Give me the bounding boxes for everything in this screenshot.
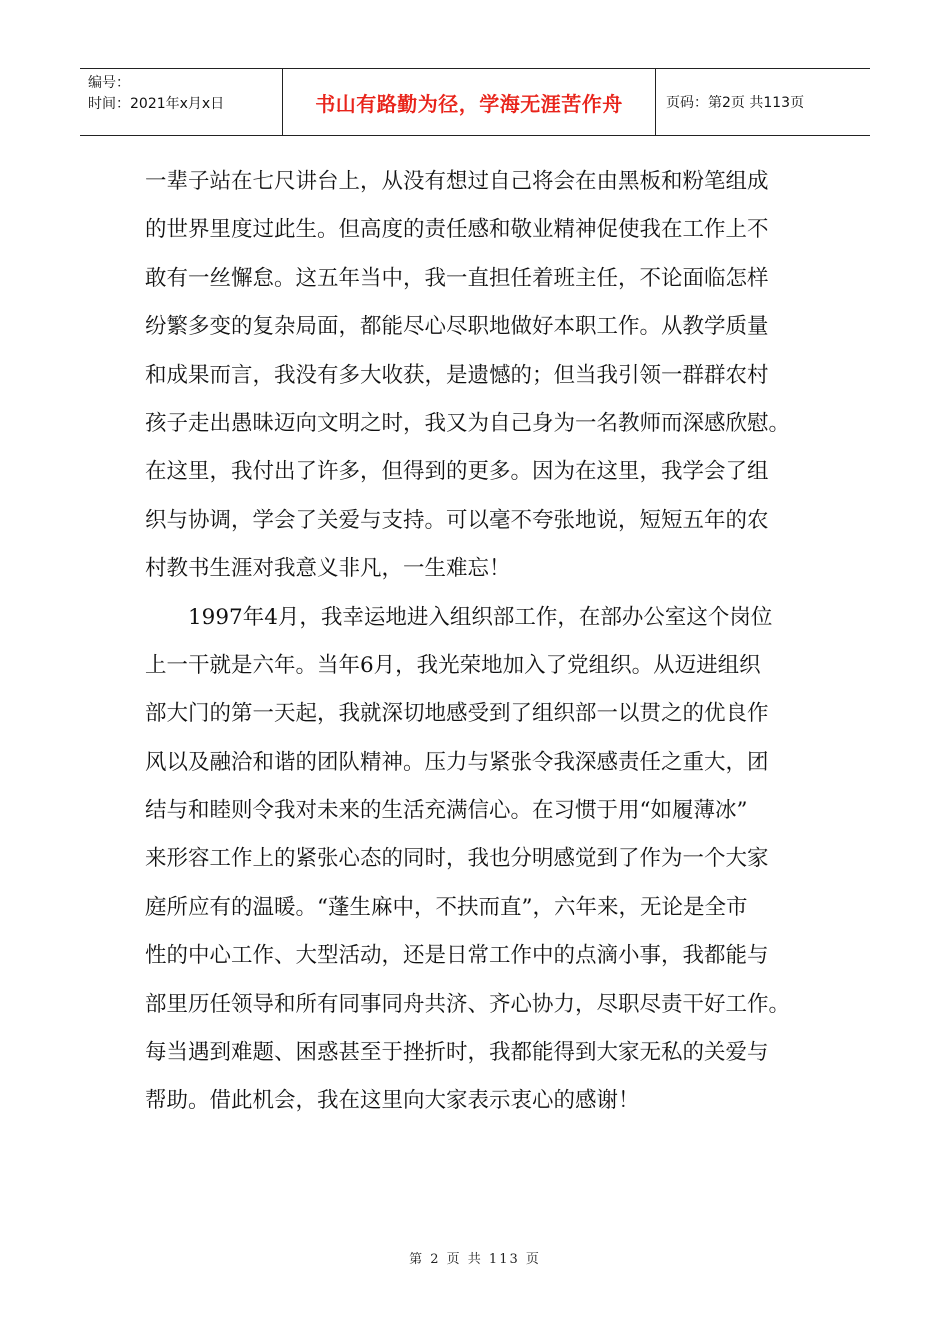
- body-line: 风以及融洽和谐的团队精神。压力与紧张令我深感责任之重大，团: [145, 749, 769, 775]
- page-footer: [0, 1248, 950, 1267]
- body-line: 在这里，我付出了许多，但得到的更多。因为在这里，我学会了组: [145, 459, 769, 485]
- header-page-info: 页码：第2页 共113页: [666, 95, 805, 111]
- body-line: 村教书生涯对我意义非凡，一生难忘！: [145, 556, 511, 582]
- body-line: 一辈子站在七尺讲台上，从没有想过自己将会在由黑板和粉笔组成: [145, 169, 769, 194]
- body-line: 来形容工作上的紧张心态的同时，我也分明感觉到了作为一个大家: [145, 846, 769, 872]
- body-line: 纷繁多变的复杂局面，都能尽心尽职地做好本职工作。从教学质量: [145, 314, 769, 340]
- body-line: 帮助。借此机会，我在这里向大家表示衷心的感谢！: [145, 1088, 640, 1114]
- document-body: [145, 158, 805, 1126]
- body-line: 结与和睦则令我对未来的生活充满信心。在习惯于用“如履薄冰”: [145, 798, 748, 824]
- body-line: 性的中心工作、大型活动，还是日常工作中的点滴小事，我都能与: [145, 943, 769, 969]
- document-date: 时间：2021年x月x日: [88, 96, 225, 112]
- document-number-label: 编号：: [88, 75, 130, 91]
- body-line: 部大门的第一天起，我就深切地感受到了组织部一以贯之的优良作: [145, 701, 769, 727]
- header-motto: 书山有路勤为径，学海无涯苦作舟: [315, 91, 623, 116]
- body-line: 织与协调，学会了关爱与支持。可以毫不夸张地说，短短五年的农: [145, 507, 769, 533]
- body-line: 上一干就是六年。当年6月，我光荣地加入了党组织。从迈进组织: [145, 652, 761, 678]
- footer-page-number: 第 2 页 共 113 页: [409, 1252, 541, 1267]
- body-line: 和成果而言，我没有多大收获，是遗憾的；但当我引领一群群农村: [145, 362, 769, 388]
- body-line: 孩子走出愚昧迈向文明之时，我又为自己身为一名教师而深感欣慰。: [145, 410, 791, 436]
- header-motto-cell: [283, 69, 656, 135]
- body-line: 部里历任领导和所有同事同舟共济、齐心协力，尽职尽责干好工作。: [145, 991, 791, 1017]
- body-line: 敢有一丝懈怠。这五年当中，我一直担任着班主任，不论面临怎样: [145, 265, 769, 291]
- header-page-cell: [656, 69, 870, 135]
- paragraph-start-line: 1997年4月，我幸运地进入组织部工作，在部办公室这个岗位: [188, 604, 773, 630]
- body-line: 的世界里度过此生。但高度的责任感和敬业精神促使我在工作上不: [145, 217, 769, 243]
- header-table: [80, 68, 870, 136]
- body-line: 每当遇到难题、困惑甚至于挫折时，我都能得到大家无私的关爱与: [145, 1040, 769, 1066]
- header-meta-cell: [80, 69, 283, 135]
- body-line: 庭所应有的温暖。“蓬生麻中，不扶而直”，六年来，无论是全市: [145, 894, 748, 920]
